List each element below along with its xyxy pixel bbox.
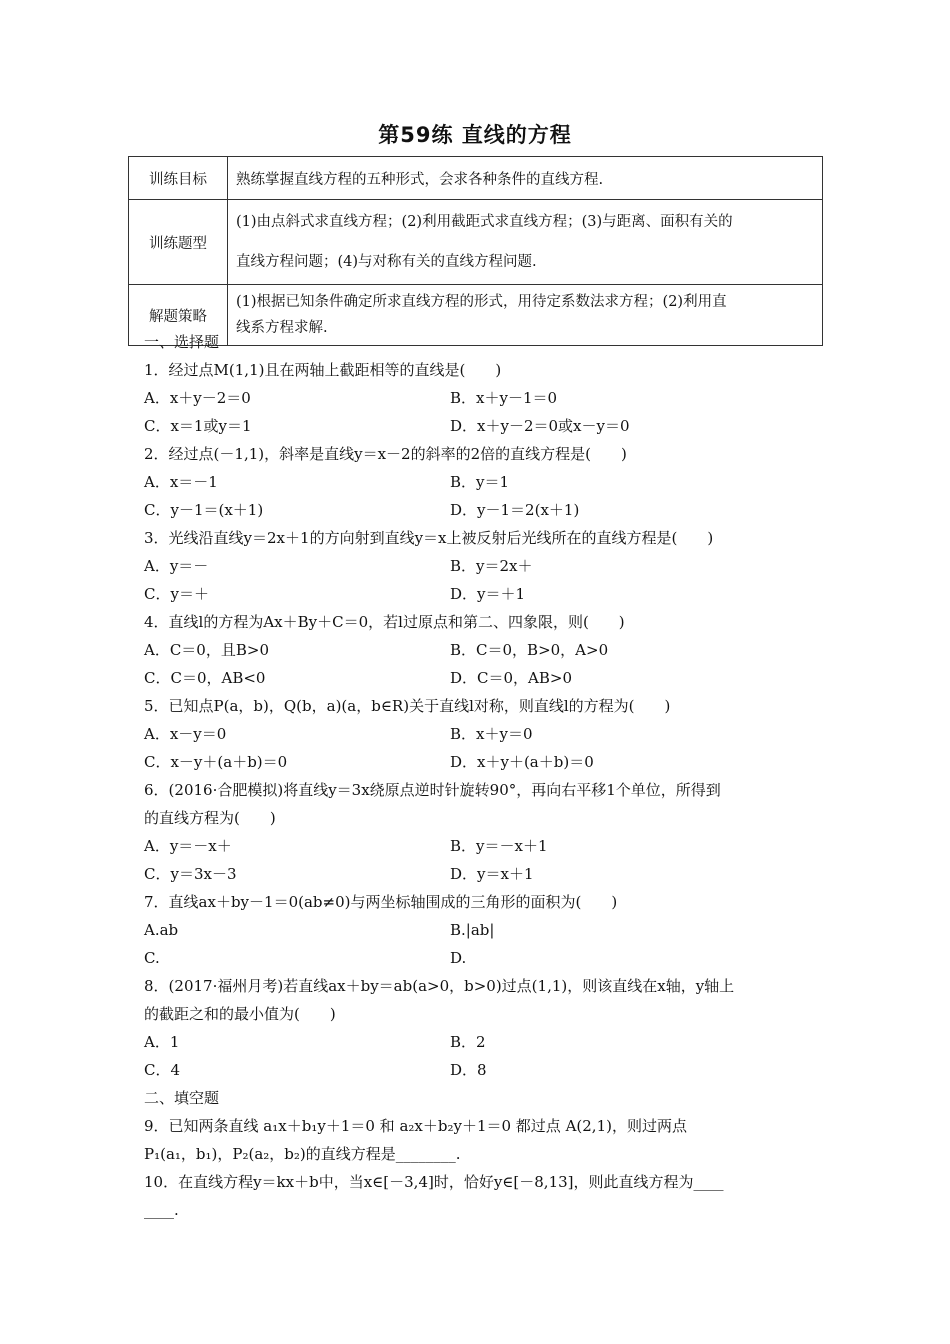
option-1a: A．x＋y－2＝0 [144,389,251,407]
option-2b: B．y＝1 [450,473,510,491]
strategy-label: 解题策略 [129,285,228,346]
option-2a: A．x＝－1 [144,473,218,491]
option-4b: B．C＝0，B>0，A>0 [450,641,609,659]
table-row [129,200,823,285]
option-6c: C．y＝3x－3 [144,865,237,883]
target-value: 熟练掌握直线方程的五种形式，会求各种条件的直线方程. [228,157,823,200]
types-label: 训练题型 [129,200,228,285]
option-7a: A.ab [144,921,179,939]
question-9-line: 9．已知两条直线 a₁x＋b₁y＋1＝0 和 a₂x＋b₂y＋1＝0 都过点 A(2,1)，则过两点 [144,1117,687,1135]
option-4c: C．C＝0，AB<0 [144,669,266,687]
option-7b: B.|ab| [450,921,495,939]
table-row [129,157,823,200]
target-label: 训练目标 [129,157,228,200]
option-1d: D．x＋y－2＝0或x－y＝0 [450,417,630,435]
option-5a: A．x－y＝0 [144,725,227,743]
strategy-value [228,285,823,346]
option-4d: D．C＝0，AB>0 [450,669,573,687]
question-10-line: 10．在直线方程y＝kx＋b中，当x∈[－3,4]时，恰好y∈[－8,13]，则此直线方程为____ [144,1173,724,1191]
option-6a: A．y＝－x＋ [144,837,232,855]
option-5b: B．x＋y＝0 [450,725,533,743]
question-1: 1．经过点M(1,1)且在两轴上截距相等的直线是( ) [144,361,502,379]
question-8-line: 的截距之和的最小值为( ) [144,1005,336,1023]
option-1c: C．x＝1或y＝1 [144,417,252,435]
section-heading-fill: 二、填空题 [144,1089,220,1107]
option-8d: D．8 [450,1061,487,1079]
option-8a: A．1 [144,1033,180,1051]
types-line: 直线方程问题；(4)与对称有关的直线方程问题. [236,254,537,270]
option-6d: D．y＝x＋1 [450,865,534,883]
question-6-line: 的直线方程为( ) [144,809,276,827]
page-title: 第59练 直线的方程 [378,123,572,147]
question-9-line: P₁(a₁，b₁)，P₂(a₂，b₂)的直线方程是________. [144,1145,461,1163]
option-3a: A．y＝－ [144,557,209,575]
training-info-table [128,156,823,346]
question-2: 2．经过点(－1,1)，斜率是直线y＝x－2的斜率的2倍的直线方程是( ) [144,445,627,463]
option-6b: B．y＝－x＋1 [450,837,548,855]
question-8-line: 8．(2017·福州月考)若直线ax＋by＝ab(a>0，b>0)过点(1,1)，则该直线在x轴，y轴上 [144,977,735,995]
question-10-line: ____. [144,1201,179,1219]
strategy-line: 线系方程求解. [236,320,328,336]
question-4: 4．直线l的方程为Ax＋By＋C＝0，若l过原点和第二、四象限，则( ) [144,613,625,631]
option-3c: C．y＝＋ [144,585,209,603]
types-value [228,200,823,285]
table-row [129,285,823,346]
option-8b: B．2 [450,1033,486,1051]
section-heading-choice: 一、选择题 [144,333,220,351]
option-7c: C. [144,949,160,967]
option-2c: C．y－1＝(x＋1) [144,501,264,519]
question-3: 3．光线沿直线y＝2x＋1的方向射到直线y＝x上被反射后光线所在的直线方程是( ) [144,529,714,547]
option-2d: D．y－1＝2(x＋1) [450,501,580,519]
question-5: 5．已知点P(a，b)，Q(b，a)(a，b∈R)关于直线l对称，则直线l的方程为( ) [144,697,671,715]
option-7d: D. [450,949,467,967]
option-5d: D．x＋y＋(a＋b)＝0 [450,753,594,771]
option-8c: C．4 [144,1061,181,1079]
strategy-line: (1)根据已知条件确定所求直线方程的形式，用待定系数法求方程；(2)利用直 [236,294,727,310]
types-line: (1)由点斜式求直线方程；(2)利用截距式求直线方程；(3)与距离、面积有关的 [236,214,733,230]
question-6-line: 6．(2016·合肥模拟)将直线y＝3x绕原点逆时针旋转90°，再向右平移1个单位，所得到 [144,781,721,799]
option-3b: B．y＝2x＋ [450,557,533,575]
option-4a: A．C＝0，且B>0 [144,641,269,659]
option-3d: D．y＝＋1 [450,585,526,603]
question-7: 7．直线ax＋by－1＝0(ab≠0)与两坐标轴围成的三角形的面积为( ) [144,893,618,911]
option-5c: C．x－y＋(a＋b)＝0 [144,753,288,771]
option-1b: B．x＋y－1＝0 [450,389,558,407]
